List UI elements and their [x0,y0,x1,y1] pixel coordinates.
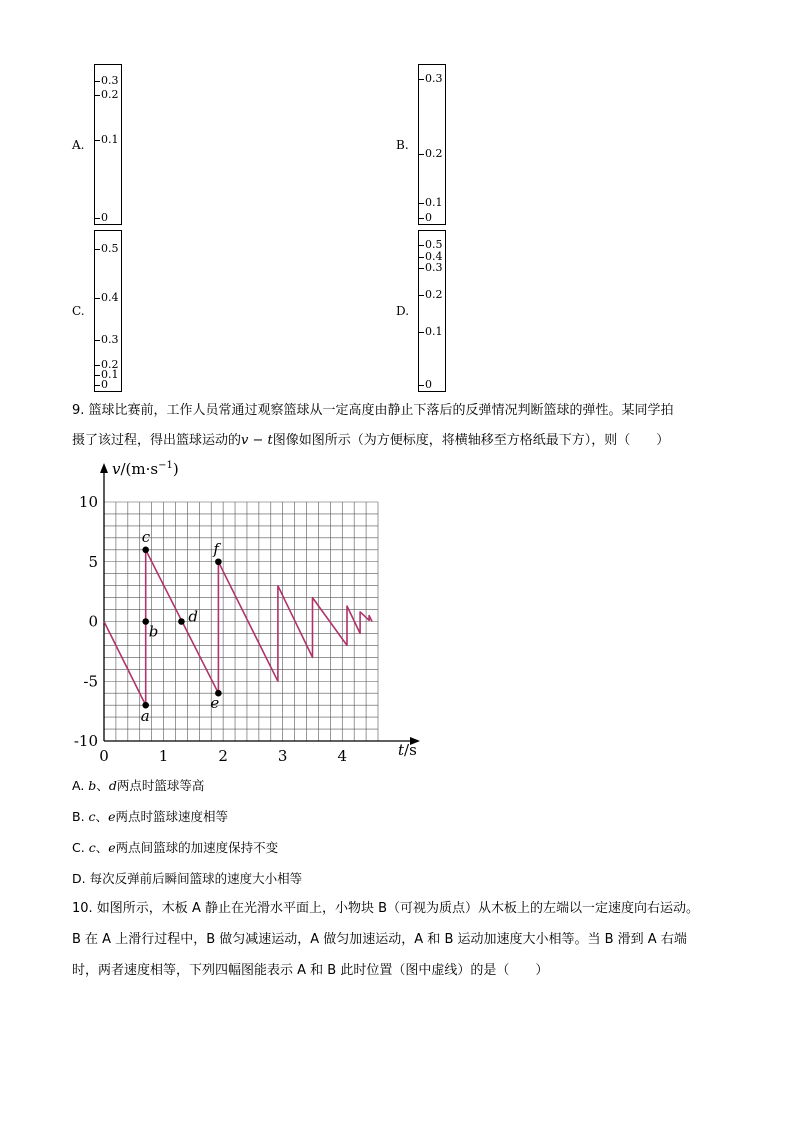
y-axis-var: v [112,460,121,478]
y-tick-label: -5 [83,672,98,691]
point-label-d: d [188,607,199,626]
scale-tick-label: 0.4 [425,250,443,263]
scale-tick-label: 0.3 [425,72,443,85]
y-axis-arrow [100,463,108,473]
y-tick-label: -10 [73,732,98,750]
x-axis-label [398,741,417,759]
q9-option-d[interactable] [72,869,302,887]
q9-option-a[interactable] [72,776,204,794]
q9-option-c-prefix: C. [72,840,89,855]
scale-tick-mark [95,140,100,141]
scale-tick-mark [419,245,424,246]
scale-tick-label: 0.1 [425,325,443,338]
scale-tick-label: 0 [425,378,432,391]
scale-tick-label: 0.1 [101,368,119,381]
scale-tick-label: 0.3 [101,74,119,87]
point-label-c: c [141,527,151,546]
x-axis-unit: /s [404,741,417,759]
option-d-strip [418,230,446,392]
y-axis-close: ) [172,460,179,478]
scale-tick-mark [419,203,424,204]
scale-tick-mark [95,298,100,299]
q9-stem-line1: 9. 篮球比赛前，工作人员常通过观察篮球从一定高度由静止下落后的反弹情况判断篮球的弹性。某同学拍 [72,403,674,418]
q9-stem-line2-pre: 摄了该过程，得出篮球运动的 [72,433,242,448]
scale-tick-label: 0.5 [101,242,119,255]
y-tick-label: 10 [78,493,98,511]
vt-chart [60,455,430,765]
scale-tick-mark [95,365,100,366]
option-letter-c: C. [72,304,85,318]
scale-tick-label: 0.4 [101,291,119,304]
q9-option-a-var1: b [88,778,97,793]
q9-option-b-prefix: B. [72,809,89,824]
chart-tick-labels [74,493,347,765]
q9-option-c[interactable] [72,838,278,856]
q9-option-d-text: D. 每次反弹前后瞬间篮球的速度大小相等 [72,871,303,886]
x-tick-label: 1 [158,747,169,765]
option-a-strip [94,64,122,225]
scale-tick-mark [419,295,424,296]
point-label-e: e [210,694,220,713]
option-letter-a: A. [72,138,85,152]
q9-option-a-prefix: A. [72,778,89,793]
scale-tick-mark [95,385,100,386]
y-axis-unit: /(m·s [120,460,159,478]
scale-tick-label: 0.1 [425,196,443,209]
scale-tick-label: 0.3 [425,261,443,274]
scale-tick-label: 0.2 [101,358,119,371]
q9-option-b[interactable] [72,807,228,825]
y-axis-exp: −1 [158,460,173,471]
x-tick-label: 4 [337,747,348,765]
point-c [142,547,149,554]
q9-option-b-sep: 、 [95,809,109,824]
scale-tick-label: 0.3 [101,333,119,346]
q9-option-c-var1: c [88,840,96,855]
scale-tick-mark [95,340,100,341]
scale-tick-mark [419,257,424,258]
x-axis-var: t [398,741,405,759]
q9-option-a-text: 两点时篮球等高 [116,778,205,793]
q9-stem-line2 [72,432,669,450]
scale-tick-label: 0 [101,378,108,391]
q9-option-c-text: 两点间篮球的加速度保持不变 [115,840,279,855]
x-tick-label: 3 [277,747,288,765]
point-label-b: b [148,622,159,641]
scale-tick-mark [419,218,424,219]
q9-option-b-text: 两点时篮球速度相等 [115,809,228,824]
q9-option-c-var2: e [108,840,116,855]
velocity-line [104,550,372,705]
chart-points [141,528,222,725]
option-letter-d: D. [396,304,410,318]
point-label-a: a [140,707,150,726]
chart-axes [100,463,420,745]
option-b-strip [418,64,446,225]
q9-vt-symbol: v − t [241,433,273,448]
q10-stem-line2: B 在 A 上滑行过程中，B 做匀减速运动，A 做匀加速运动，A 和 B 运动加速度大小相等。当 B 滑到 A 右端 [72,932,687,947]
scale-tick-mark [95,249,100,250]
scale-tick-mark [419,154,424,155]
q9-option-a-var2: d [108,778,117,793]
scale-tick-label: 0.1 [101,133,119,146]
q9-option-b-var2: e [108,809,116,824]
y-axis-label [112,460,179,478]
scale-tick-mark [419,268,424,269]
q9-option-c-sep: 、 [95,840,109,855]
q9-option-b-var1: c [88,809,96,824]
scale-tick-mark [419,385,424,386]
option-c-strip [94,230,122,392]
scale-tick-mark [95,81,100,82]
scale-tick-label: 0 [425,211,432,224]
scale-tick-mark [95,218,100,219]
q9-option-a-sep: 、 [96,778,109,793]
point-label-f: f [213,539,219,558]
scale-tick-label: 0.5 [425,238,443,251]
scale-tick-label: 0.2 [425,147,443,160]
point-f [215,558,222,565]
q10-stem-line1: 10. 如图所示，木板 A 静止在光滑水平面上，小物块 B（可视为质点）从木板上的左端以一定速度向右运动。 [72,901,700,916]
scale-tick-mark [95,375,100,376]
scale-tick-label: 0.2 [101,88,119,101]
q9-stem-line2-post: 图像如图所示（为方便标度，将横轴移至方格纸最下方），则（ ） [272,433,670,448]
scale-tick-mark [95,95,100,96]
scale-tick-mark [419,79,424,80]
point-d [178,618,185,625]
chart-series [104,550,372,705]
scale-tick-label: 0.2 [425,288,443,301]
q10-stem-line3: 时，两者速度相等，下列四幅图能表示 A 和 B 此时位置（图中虚线）的是（ ） [72,963,549,978]
x-tick-label: 0 [99,747,109,765]
option-letter-b: B. [396,138,409,152]
scale-tick-label: 0 [101,211,108,224]
x-tick-label: 2 [218,747,228,765]
y-tick-label: 5 [88,552,98,571]
y-tick-label: 0 [88,612,98,631]
scale-tick-mark [419,332,424,333]
